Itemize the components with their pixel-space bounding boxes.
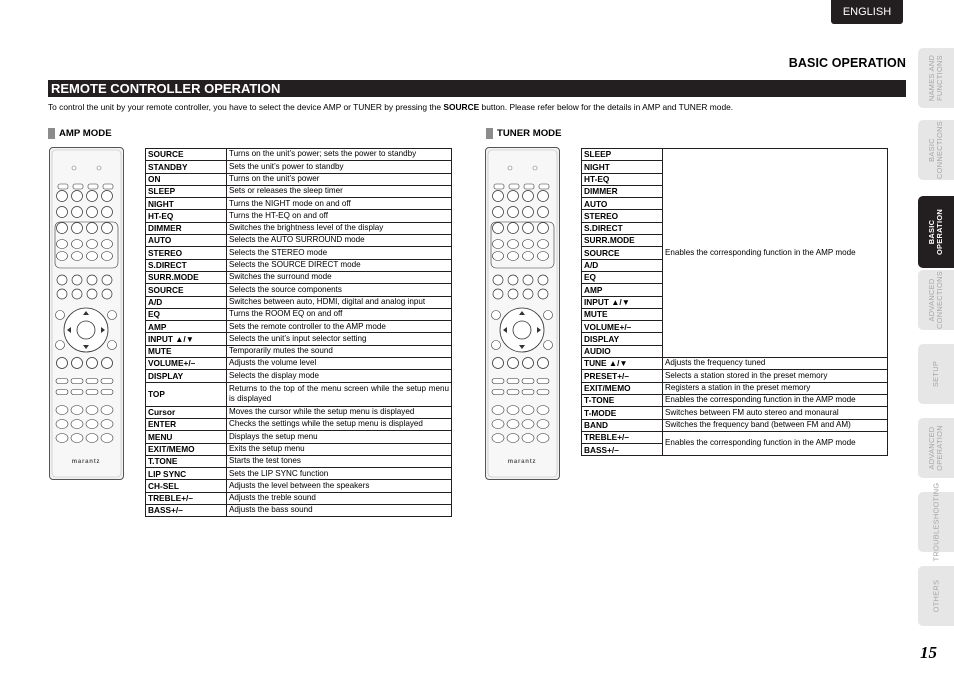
button-name-cell: TUNE ▲/▼	[582, 358, 663, 370]
table-row	[582, 382, 888, 394]
function-cell: Switches the frequency band (between FM and AM)	[663, 419, 888, 431]
table-row	[146, 284, 452, 296]
table-row	[146, 455, 452, 467]
button-name-cell: HT-EQ	[146, 210, 227, 222]
function-cell: Switches the brightness level of the display	[227, 222, 452, 234]
table-row	[582, 419, 888, 431]
function-cell: Adjusts the level between the speakers	[227, 480, 452, 492]
function-cell: Switches between FM auto stereo and monaural	[663, 407, 888, 419]
table-row	[146, 222, 452, 234]
side-tab[interactable]	[918, 120, 954, 180]
button-name-cell: STEREO	[582, 210, 663, 222]
remote-control-illustration	[485, 147, 560, 480]
function-cell: Registers a station in the preset memory	[663, 382, 888, 394]
language-tab: ENGLISH	[831, 0, 903, 24]
intro-bold: SOURCE	[443, 102, 480, 112]
table-row	[582, 407, 888, 419]
amp-mode-label: AMP MODE	[59, 128, 112, 139]
button-name-cell: DISPLAY	[582, 333, 663, 345]
button-name-cell: STANDBY	[146, 161, 227, 173]
function-cell: Selects the SOURCE DIRECT mode	[227, 259, 452, 271]
side-tab[interactable]	[918, 344, 954, 404]
function-cell: Returns to the top of the menu screen while the setup menu is displayed	[227, 382, 452, 406]
function-cell: Turns the HT-EQ on and off	[227, 210, 452, 222]
table-row	[146, 358, 452, 370]
table-row	[146, 406, 452, 418]
table-row	[146, 345, 452, 357]
button-name-cell: CH-SEL	[146, 480, 227, 492]
function-cell: Selects a station stored in the preset memory	[663, 370, 888, 382]
table-row	[146, 296, 452, 308]
table-row	[146, 198, 452, 210]
button-name-cell: T-TONE	[582, 394, 663, 406]
tuner-mode-table	[581, 148, 888, 456]
button-name-cell: INPUT ▲/▼	[146, 333, 227, 345]
intro-after: button. Please refer below for the details in AMP and TUNER mode.	[479, 102, 734, 112]
table-row	[582, 394, 888, 406]
button-name-cell: DIMMER	[582, 185, 663, 197]
tuner-mode-heading	[486, 128, 562, 139]
table-row	[146, 247, 452, 259]
table-row	[146, 333, 452, 345]
table-row	[146, 259, 452, 271]
button-name-cell: AMP	[146, 321, 227, 333]
side-tab[interactable]	[918, 270, 954, 330]
side-tab-label: SETUP	[930, 360, 940, 388]
function-cell: Selects the AUTO SURROUND mode	[227, 235, 452, 247]
function-cell: Sets the LIP SYNC function	[227, 468, 452, 480]
function-cell: Selects the source components	[227, 284, 452, 296]
button-name-cell: BASS+/–	[582, 444, 663, 456]
side-tab-label: ADVANCED CONNECTIONS	[927, 271, 945, 329]
button-name-cell: SURR.MODE	[582, 235, 663, 247]
table-row	[146, 370, 452, 382]
table-row	[146, 505, 452, 517]
table-row	[582, 149, 888, 161]
table-row	[146, 185, 452, 197]
button-name-cell: MUTE	[582, 308, 663, 320]
amp-mode-heading	[48, 128, 112, 139]
table-row	[146, 308, 452, 320]
button-name-cell: EXIT/MEMO	[582, 382, 663, 394]
table-row	[146, 418, 452, 430]
function-cell: Turns on the unit’s power	[227, 173, 452, 185]
amp-mode-table	[145, 148, 452, 517]
function-cell: Exits the setup menu	[227, 443, 452, 455]
button-name-cell: AUTO	[582, 198, 663, 210]
function-cell: Selects the display mode	[227, 370, 452, 382]
table-row	[146, 492, 452, 504]
button-name-cell: EQ	[582, 271, 663, 283]
function-cell: Sets the unit’s power to standby	[227, 161, 452, 173]
intro-text	[48, 102, 733, 112]
button-name-cell: LIP SYNC	[146, 468, 227, 480]
function-cell: Sets the remote controller to the AMP mode	[227, 321, 452, 333]
button-name-cell: SLEEP	[582, 149, 663, 161]
button-name-cell: TREBLE+/–	[146, 492, 227, 504]
section-label: BASIC OPERATION	[788, 56, 906, 70]
remote-brand: marantz	[507, 459, 537, 465]
button-name-cell: VOLUME+/–	[146, 358, 227, 370]
button-name-cell: TREBLE+/–	[582, 431, 663, 443]
button-name-cell: SOURCE	[146, 284, 227, 296]
button-name-cell: PRESET+/–	[582, 370, 663, 382]
button-name-cell: HT-EQ	[582, 173, 663, 185]
table-row	[582, 358, 888, 370]
table-row	[146, 480, 452, 492]
button-name-cell: SOURCE	[146, 149, 227, 161]
function-cell: Displays the setup menu	[227, 431, 452, 443]
button-name-cell: T-MODE	[582, 407, 663, 419]
button-name-cell: SOURCE	[582, 247, 663, 259]
button-name-cell: EQ	[146, 308, 227, 320]
table-row	[146, 431, 452, 443]
button-name-cell: INPUT ▲/▼	[582, 296, 663, 308]
button-name-cell: AUDIO	[582, 345, 663, 357]
function-cell: Turns on the unit’s power; sets the power to standby	[227, 149, 452, 161]
function-cell: Turns the ROOM EQ on and off	[227, 308, 452, 320]
table-row	[146, 271, 452, 283]
remote-brand: marantz	[71, 459, 101, 465]
function-cell: Turns the NIGHT mode on and off	[227, 198, 452, 210]
button-name-cell: A/D	[582, 259, 663, 271]
button-name-cell: AUTO	[146, 235, 227, 247]
button-name-cell: DISPLAY	[146, 370, 227, 382]
table-row	[146, 382, 452, 406]
tuner-mode-label: TUNER MODE	[497, 128, 562, 139]
side-tab[interactable]	[918, 48, 954, 108]
button-name-cell: STEREO	[146, 247, 227, 259]
button-name-cell: S.DIRECT	[582, 222, 663, 234]
function-cell: Temporarily mutes the sound	[227, 345, 452, 357]
button-name-cell: AMP	[582, 284, 663, 296]
function-cell: Enables the corresponding function in the AMP mode	[663, 431, 888, 456]
table-row	[582, 431, 888, 443]
side-tab-label: OTHERS	[930, 579, 940, 613]
remote-control-illustration	[49, 147, 124, 480]
function-cell: Switches the surround mode	[227, 271, 452, 283]
function-cell: Adjusts the treble sound	[227, 492, 452, 504]
heading-marker	[48, 128, 55, 139]
side-tab-label: BASIC CONNECTIONS	[927, 121, 945, 179]
function-cell: Starts the test tones	[227, 455, 452, 467]
table-row	[146, 210, 452, 222]
side-tab[interactable]	[918, 196, 954, 268]
button-name-cell: ON	[146, 173, 227, 185]
table-row	[146, 468, 452, 480]
button-name-cell: DIMMER	[146, 222, 227, 234]
side-tab[interactable]	[918, 566, 954, 626]
function-cell: Adjusts the volume level	[227, 358, 452, 370]
button-name-cell: NIGHT	[582, 161, 663, 173]
button-name-cell: A/D	[146, 296, 227, 308]
button-name-cell: VOLUME+/–	[582, 321, 663, 333]
table-row	[146, 173, 452, 185]
table-row	[146, 161, 452, 173]
side-tab-label: BASIC OPERATION	[927, 208, 944, 256]
button-name-cell: MENU	[146, 431, 227, 443]
button-name-cell: T.TONE	[146, 455, 227, 467]
page-number: 15	[920, 643, 937, 662]
function-cell: Selects the STEREO mode	[227, 247, 452, 259]
function-cell: Adjusts the frequency tuned	[663, 358, 888, 370]
function-cell: Checks the settings while the setup menu is displayed	[227, 418, 452, 430]
intro-before: To control the unit by your remote controller, you have to select the device AMP or TUNER by pressing the	[48, 102, 444, 112]
side-tab-label: ADVANCED OPERATION	[927, 425, 944, 471]
button-name-cell: MUTE	[146, 345, 227, 357]
table-row	[146, 321, 452, 333]
table-row	[582, 370, 888, 382]
button-name-cell: BASS+/–	[146, 505, 227, 517]
function-cell: Selects the unit’s input selector setting	[227, 333, 452, 345]
side-tab-label: TROUBLESHOOTING	[931, 482, 941, 562]
button-name-cell: S.DIRECT	[146, 259, 227, 271]
table-row	[146, 149, 452, 161]
function-cell: Sets or releases the sleep timer	[227, 185, 452, 197]
button-name-cell: Cursor	[146, 406, 227, 418]
side-tab[interactable]	[918, 418, 954, 478]
side-tab-label: NAMES AND FUNCTIONS	[927, 54, 945, 102]
button-name-cell: BAND	[582, 419, 663, 431]
function-cell: Moves the cursor while the setup menu is displayed	[227, 406, 452, 418]
table-row	[146, 443, 452, 455]
button-name-cell: EXIT/MEMO	[146, 443, 227, 455]
button-name-cell: SLEEP	[146, 185, 227, 197]
side-tab[interactable]	[918, 482, 954, 562]
heading-marker	[486, 128, 493, 139]
button-name-cell: SURR.MODE	[146, 271, 227, 283]
button-name-cell: ENTER	[146, 418, 227, 430]
button-name-cell: NIGHT	[146, 198, 227, 210]
function-cell: Adjusts the bass sound	[227, 505, 452, 517]
table-row	[146, 235, 452, 247]
page-title: REMOTE CONTROLLER OPERATION	[48, 80, 906, 97]
button-name-cell: TOP	[146, 382, 227, 406]
function-cell: Switches between auto, HDMI, digital and analog input	[227, 296, 452, 308]
function-cell: Enables the corresponding function in the AMP mode	[663, 149, 888, 358]
function-cell: Enables the corresponding function in the AMP mode	[663, 394, 888, 406]
